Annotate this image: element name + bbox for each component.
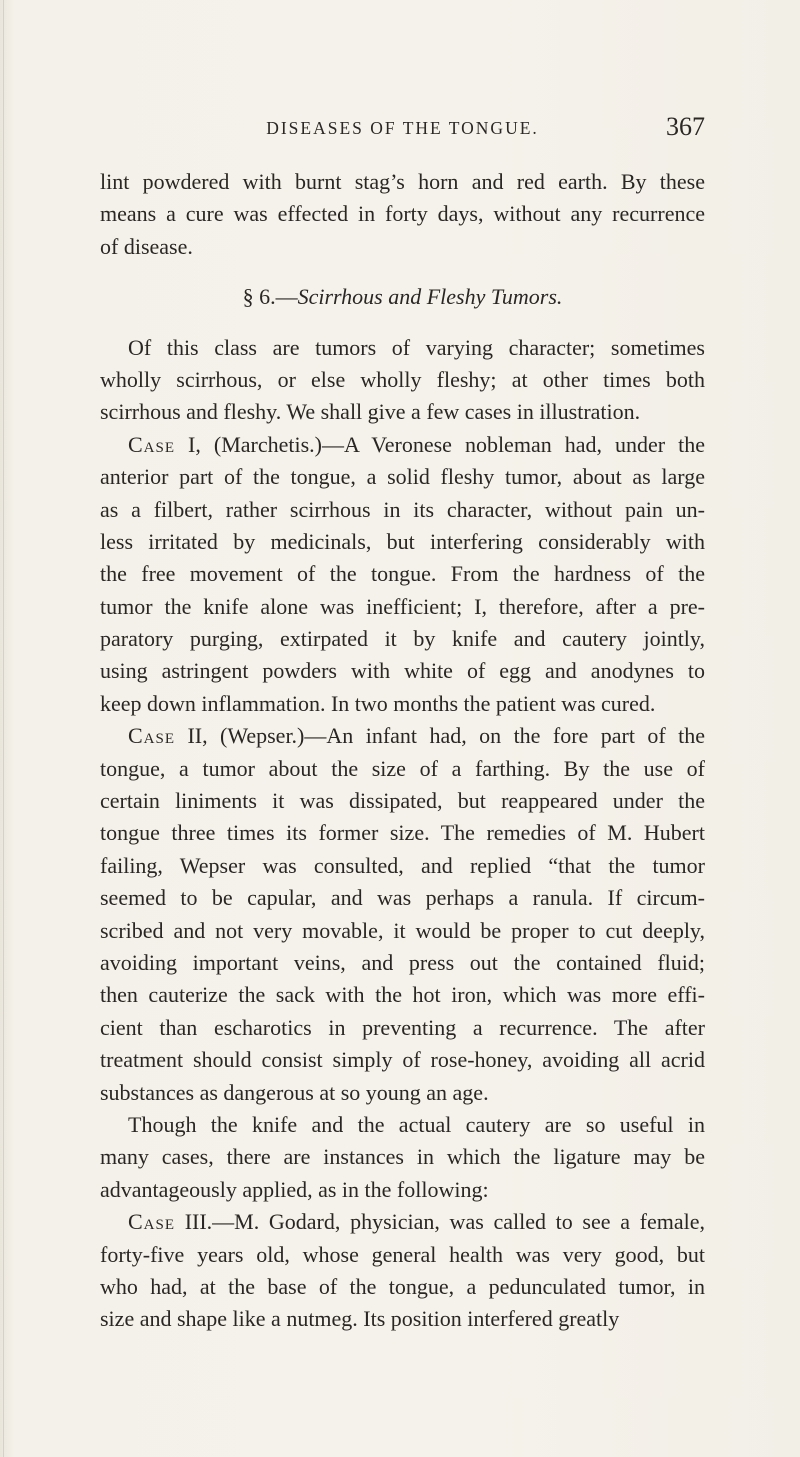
case-first-line [100, 1206, 705, 1238]
case-first-line [100, 429, 705, 461]
text-line: many cases, there are instances in which the ligature may be [100, 1144, 705, 1170]
case-text: II, (Wepser.)—An infant had, on the fore part of the [175, 723, 705, 749]
text-line: certain liniments it was dissipated, but reappeared under the [100, 788, 705, 814]
case-text: III.—M. Godard, physician, was called to see a female, [175, 1209, 705, 1235]
text-line: tumor the knife alone was inefficient; I, therefore, after a pre- [100, 593, 705, 619]
text-line: means a cure was effected in forty days, without any recurrence [100, 201, 705, 227]
text-line: who had, at the base of the tongue, a pedunculated tumor, in [100, 1273, 705, 1299]
body-text [100, 166, 705, 1336]
text-line: forty-five years old, whose general health was very good, but [100, 1241, 705, 1267]
page-number: 367 [666, 112, 705, 141]
running-head: DISEASES OF THE TONGUE. [266, 118, 539, 138]
text-line: as a filbert, rather scirrhous in its character, without pain un- [100, 496, 705, 522]
text-line: then cauterize the sack with the hot iron, which was more effi- [100, 982, 705, 1008]
text-line: cient than escharotics in preventing a recurrence. The after [100, 1014, 705, 1040]
section-title: Scirrhous and Fleshy Tumors. [297, 284, 563, 310]
text-line: keep down inflammation. In two months the patient was cured. [100, 690, 656, 716]
text-line: less irritated by medicinals, but interfering considerably with [100, 528, 705, 554]
text-line: Though the knife and the actual cautery are so useful in [128, 1111, 705, 1137]
text-line: substances as dangerous at so young an age. [100, 1079, 489, 1105]
text-line: avoiding important veins, and press out the contained fluid; [100, 949, 705, 975]
text-line: tongue, a tumor about the size of a farthing. By the use of [100, 755, 705, 781]
text-line: scribed and not very movable, it would be proper to cut deeply, [100, 917, 705, 943]
text-line: using astringent powders with white of egg and anodynes to [100, 658, 705, 684]
text-line: tongue three times its former size. The remedies of M. Hubert [100, 820, 705, 846]
text-line: seemed to be capular, and was perhaps a ranula. If circum- [100, 885, 705, 911]
text-line: the free movement of the tongue. From the hardness of the [100, 561, 705, 587]
text-line: of disease. [100, 233, 193, 259]
page-gutter [3, 0, 4, 1457]
text-line: Of this class are tumors of varying character; sometimes [128, 334, 705, 360]
text-line: size and shape like a nutmeg. Its position interfered greatly [100, 1306, 620, 1332]
case-label: Case [128, 1209, 176, 1235]
text-line: anterior part of the tongue, a solid fleshy tumor, about as large [100, 464, 705, 490]
case-first-line [100, 720, 705, 752]
text-line: lint powdered with burnt stag’s horn and red earth. By these [100, 169, 705, 194]
page-header [100, 112, 705, 148]
case-label: Case [128, 431, 176, 457]
text-line: scirrhous and fleshy. We shall give a few cases in illustration. [100, 399, 641, 425]
text-line: wholly scirrhous, or else wholly fleshy; at other times both [100, 366, 705, 392]
section-number: § 6.— [242, 284, 298, 310]
case-text: I, (Marchetis.)—A Veronese nobleman had, under the [175, 431, 705, 457]
text-line: paratory purging, extirpated it by knife and cautery jointly, [100, 626, 705, 652]
section-heading [100, 281, 705, 313]
text-line: advantageously applied, as in the following: [100, 1176, 489, 1202]
case-label: Case [128, 723, 176, 749]
text-line: treatment should consist simply of rose-honey, avoiding all acrid [100, 1047, 705, 1073]
text-line: failing, Wepser was consulted, and replied “that the tumor [100, 852, 705, 878]
